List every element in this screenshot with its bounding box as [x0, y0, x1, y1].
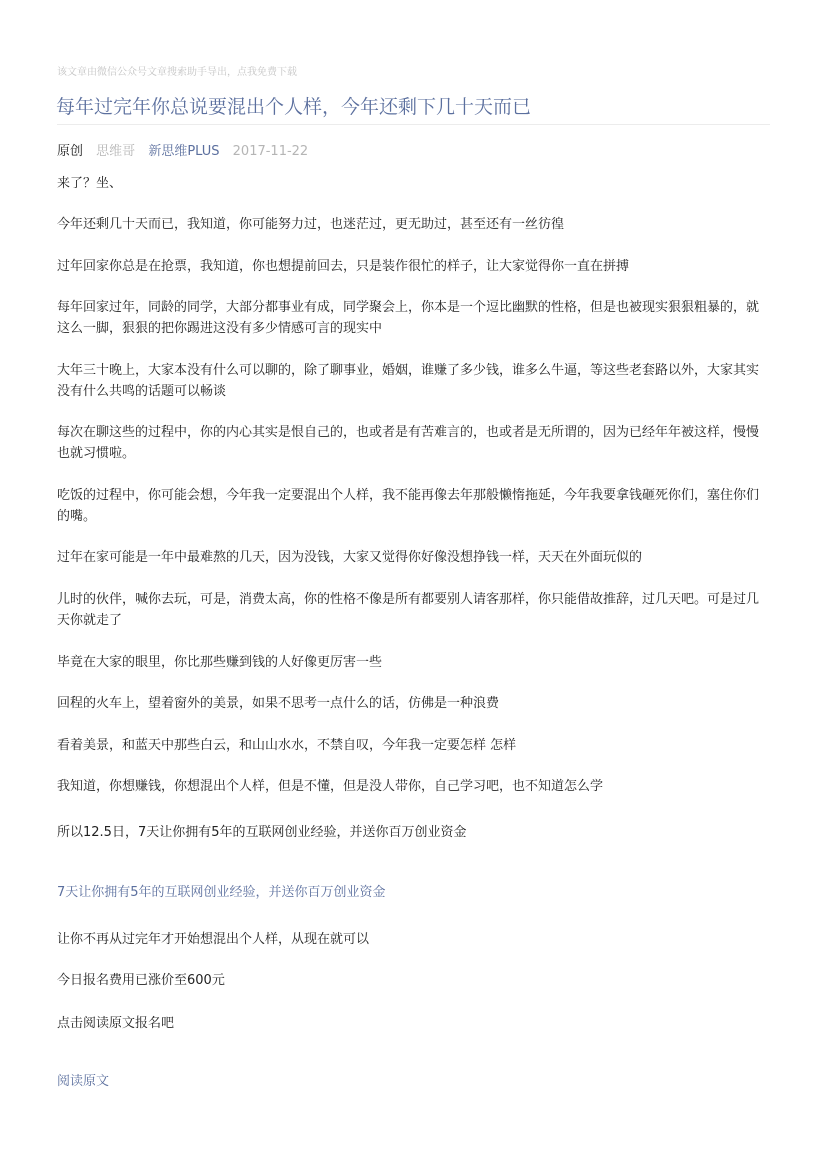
- original-label: 原创: [57, 144, 84, 159]
- account-name-link[interactable]: 新思维PLUS: [148, 144, 220, 159]
- paragraph: 我知道，你想赚钱，你想混出个人样，但是不懂，但是没人带你，自己学习吧，也不知道怎么学: [57, 779, 604, 794]
- paragraph: 来了？坐、: [57, 176, 123, 191]
- author-name: 思维哥: [96, 144, 136, 159]
- paragraph: 过年在家可能是一年中最难熬的几天，因为没钱，大家又觉得你好像没想挣钱一样，天天在外面玩似的: [57, 550, 643, 565]
- paragraph: 今日报名费用已涨价至600元: [57, 973, 225, 988]
- paragraph: 毕竟在大家的眼里，你比那些赚到钱的人好像更厉害一些: [57, 655, 383, 670]
- paragraph: 让你不再从过完年才开始想混出个人样，从现在就可以: [57, 932, 370, 947]
- promo-link[interactable]: 7天让你拥有5年的互联网创业经验，并送你百万创业资金: [57, 885, 386, 900]
- article-meta: [57, 140, 317, 159]
- paragraph: 今年还剩几十天而已，我知道，你可能努力过，也迷茫过，更无助过，甚至还有一丝彷徨: [57, 217, 565, 232]
- paragraph: 儿时的伙伴，喊你去玩，可是，消费太高，你的性格不像是所有都要别人请客那样，你只能借故推辞，过几天吧。可是过几天你就走了: [57, 592, 760, 628]
- paragraph: 点击阅读原文报名吧: [57, 1016, 175, 1031]
- paragraph: 所以12.5日，7天让你拥有5年的互联网创业经验，并送你百万创业资金: [57, 825, 467, 840]
- paragraph: 回程的火车上，望着窗外的美景，如果不思考一点什么的话，仿佛是一种浪费: [57, 696, 500, 711]
- article-title: 每年过完年你总说要混出个人样，今年还剩下几十天而已: [56, 96, 532, 118]
- read-original-link[interactable]: 阅读原文: [57, 1074, 110, 1089]
- paragraph: 看着美景，和蓝天中那些白云，和山山水水，不禁自叹，今年我一定要怎样 怎样: [57, 738, 517, 753]
- export-notice-link[interactable]: 该文章由微信公众号文章搜索助手导出，点我免费下载: [57, 67, 297, 78]
- paragraph: 吃饭的过程中，你可能会想，今年我一定要混出个人样，我不能再像去年那般懒惰拖延，今年我要拿钱砸死你们，塞住你们的嘴。: [57, 488, 760, 524]
- title-divider: [57, 124, 770, 125]
- paragraph: 每年回家过年，同龄的同学，大部分都事业有成，同学聚会上，你本是一个逗比幽默的性格，但是也被现实狠狠粗暴的，就这么一脚，狠狠的把你踢进这没有多少情感可言的现实中: [57, 300, 760, 336]
- paragraph: 每次在聊这些的过程中，你的内心其实是恨自己的，也或者是有苦难言的，也或者是无所谓的，因为已经年年被这样，慢慢也就习惯啦。: [57, 425, 760, 461]
- publish-date: 2017-11-22: [232, 144, 309, 159]
- paragraph: 大年三十晚上，大家本没有什么可以聊的，除了聊事业，婚姻，谁赚了多少钱，谁多么牛逼，等这些老套路以外，大家其实没有什么共鸣的话题可以畅谈: [57, 363, 760, 399]
- paragraph: 过年回家你总是在抢票，我知道，你也想提前回去，只是装作很忙的样子，让大家觉得你一直在拼搏: [57, 259, 630, 274]
